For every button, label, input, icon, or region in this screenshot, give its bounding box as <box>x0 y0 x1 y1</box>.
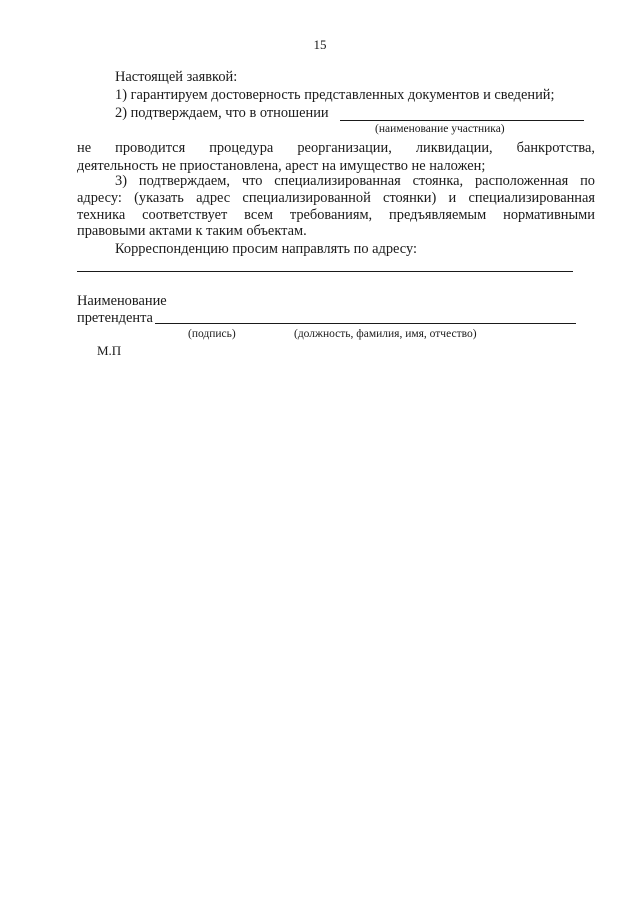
participant-name-blank <box>340 120 584 121</box>
applicant-label-line-1: Наименование <box>77 293 167 309</box>
applicant-signature-blank <box>155 323 576 324</box>
item-3-line-3: техника соответствует всем требованиям, предъявляемым нормативными <box>77 207 595 223</box>
item-3-line-4: правовыми актами к таким объектам. <box>77 223 307 239</box>
participant-name-caption: (наименование участника) <box>375 123 505 135</box>
intro-line: Настоящей заявкой: <box>115 69 238 85</box>
correspondence-line: Корреспонденцию просим направлять по адресу: <box>115 241 417 257</box>
page-number: 15 <box>313 37 327 52</box>
seal-place-label: М.П <box>97 343 122 358</box>
item-3-line-1: 3) подтверждаем, что специализированная стоянка, расположенная по <box>115 173 595 189</box>
item-2-continuation-line-1: не проводится процедура реорганизации, ликвидации, банкротства, <box>77 140 595 156</box>
position-name-caption: (должность, фамилия, имя, отчество) <box>294 328 477 340</box>
item-2-continuation-line-2: деятельность не приостановлена, арест на имущество не наложен; <box>77 158 486 174</box>
applicant-label-line-2: претендента <box>77 310 153 326</box>
item-1-text: 1) гарантируем достоверность представленных документов и сведений; <box>115 87 555 103</box>
item-2-text: 2) подтверждаем, что в отношении <box>115 105 329 121</box>
item-3-line-2: адресу: (указать адрес специализированной стоянки) и специализированная <box>77 190 595 206</box>
address-blank <box>77 271 573 272</box>
signature-caption: (подпись) <box>188 328 236 340</box>
